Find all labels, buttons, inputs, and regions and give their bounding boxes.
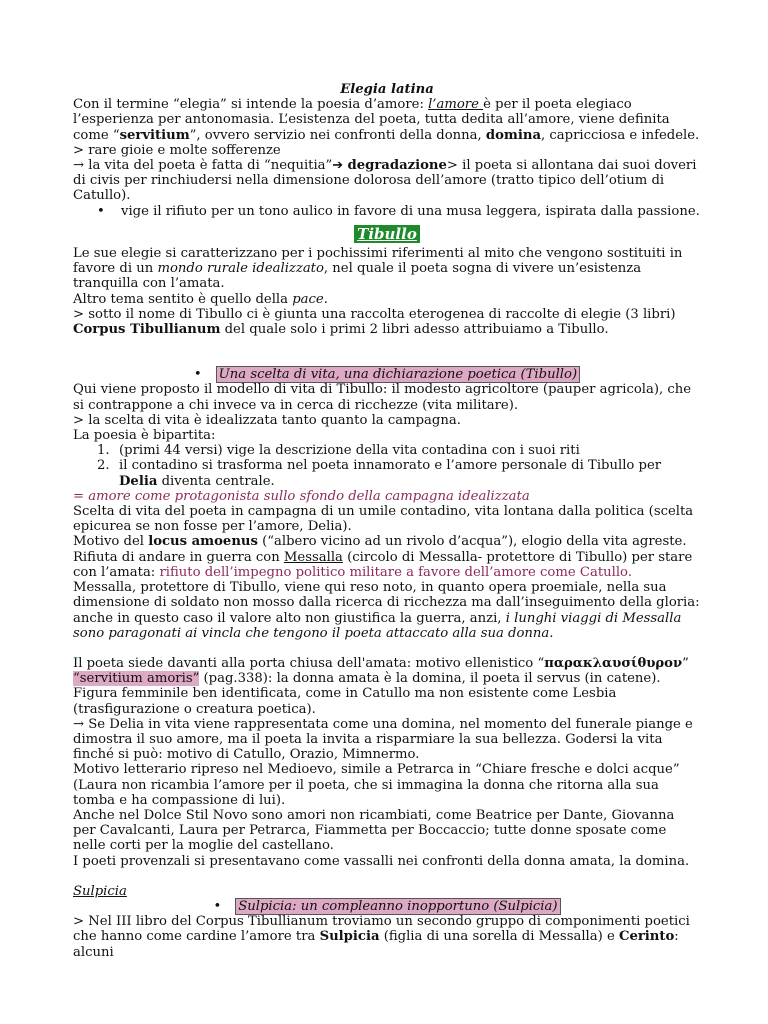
item-number: 1. (97, 443, 110, 459)
bold-term: degradazione (347, 158, 447, 174)
title-elegia-latina (73, 82, 701, 97)
scelta-line: Qui viene proposto il modello di vita di Tibullo: il modesto agricoltore (pauper agricola), che si contrappone a chi invece va in cerca di ricchezze (vita militare). (73, 382, 692, 413)
text: Rifiuta di andare in guerra con (73, 549, 284, 565)
italic-text: pace (292, 291, 324, 307)
scelta-line: → Se Delia in vita viene rappresentata come una domina, nel momento del funerale piange e dimostra il suo amore, ma il poeta la invita a risparmiare la sua bellezza. Godersi la vita finché si può: motivo di Catullo, Orazio, Mimnermo. (73, 716, 693, 763)
text: Con il termine “elegia” si intende la poesia d’amore: (73, 97, 429, 113)
scelta-line (73, 656, 701, 671)
bullet-item (73, 204, 701, 219)
scelta-line: I poeti provenzali si presentavano come vassalli nei confronti della donna amata, la domina. (73, 853, 690, 869)
text: , capricciosa e infedele. (541, 127, 700, 143)
text: ”, ovvero servizio nei confronti della donna, (189, 127, 486, 143)
text: Altro tema sentito è quello della (73, 291, 293, 307)
text: Motivo del (73, 534, 149, 550)
bold-term: servitium (119, 127, 190, 143)
bold-term: domina (485, 127, 542, 143)
numbered-item (73, 458, 701, 488)
text: (circolo di Messalla- protettore di Tibullo) per stare con l’amata: (73, 549, 693, 580)
bullet-icon: • (193, 367, 202, 383)
text: > il poeta si allontana dai suoi doveri di civis per rinchiudersi nella dimensione dolorosa dell’amore (tratto tipico dell’otium di Catullo). (73, 158, 697, 204)
scelta-line: > la scelta di vita è idealizzata tanto quanto la campagna. (73, 412, 461, 428)
text: (“albero vicino ad un rivolo d’acqua”), elogio della vita agreste. (257, 534, 687, 550)
text: il contadino si trasforma nel poeta innamorato e l’amore personale di Tibullo per (119, 458, 662, 474)
elegia-line: > rare gioie e molte sofferenze (73, 142, 281, 158)
bold-term: Corpus Tibullianum (73, 322, 221, 338)
text: , nel quale il poeta sogna di vivere un’esistenza tranquilla con l’amata. (73, 261, 642, 292)
text: diventa centrale. (157, 473, 275, 489)
scelta-line (73, 534, 701, 549)
heading-scelta-di-vita (73, 367, 701, 382)
heading-text: Una scelta di vita, una dichiarazione poetica (Tibullo) (216, 366, 580, 383)
bold-term: Delia (119, 473, 158, 489)
title-text: Elegia latina (340, 82, 434, 97)
text: Il poeta siede davanti alla porta chiusa dell'amata: motivo ellenistico “ (73, 655, 545, 671)
sulpicia-label (73, 884, 701, 899)
tibullo-paragraph (73, 307, 701, 337)
heading-text: Tibullo (354, 225, 420, 243)
scelta-line (73, 550, 701, 580)
italic-text: mondo rurale idealizzato (157, 261, 324, 277)
scelta-line (73, 671, 701, 686)
scelta-line (73, 580, 701, 641)
text: ” (682, 655, 689, 671)
greek-term: παρακλαυσίθυρον (544, 655, 683, 671)
purple-text: rifiuto dell’impegno politico militare a favore dell’amore come Catullo. (159, 564, 632, 580)
tibullo-paragraph (73, 246, 701, 292)
text: l’amore (428, 97, 484, 113)
text: (pag.338): la donna amata è la domina, il poeta il servus (in catene). (199, 671, 661, 687)
text: Le sue elegie si caratterizzano per i pochissimi riferimenti al mito che vengono sostituiti in favore di un (73, 246, 683, 277)
scelta-line: Scelta di vita del poeta in campagna di un umile contadino, vita lontana dalla politica (scelta epicurea se non fosse per l’amore, Delia). (73, 504, 694, 535)
text: è per il poeta elegiaco l’esperienza per antonomasia. L’esistenza del poeta, tutta dedita all’amore, viene definita come “ (73, 97, 670, 143)
elegia-paragraph (73, 158, 701, 204)
scelta-line: Anche nel Dolce Stil Novo sono amori non ricambiati, come Beatrice per Dante, Giovanna per Cavalcanti, Laura per Petrarca, Fiammetta per Boccaccio; tutte donne sposate come nelle corti per la moglie del castellano. (73, 807, 675, 854)
italic-text: i lunghi viaggi di Messalla sono paragonati ai vincla che tengono il poeta attaccato alla sua donna. (73, 610, 682, 641)
bullet-icon: • (97, 203, 105, 219)
label-text: Sulpicia (73, 883, 127, 899)
text: : alcuni (73, 929, 679, 960)
scelta-line: Motivo letterario ripreso nel Medioevo, simile a Petrarca in “Chiare fresche e dolci acque” (Laura non ricambia l’amore per il poeta, che si immagina la donna che ritorna alla sua tomba e ha compassione di lui). (73, 762, 680, 808)
heading-tibullo (73, 225, 701, 243)
bold-term: Cerinto (618, 929, 675, 945)
text: del quale solo i primi 2 libri adesso attribuiamo a Tibullo. (220, 322, 609, 338)
tibullo-paragraph (73, 292, 701, 307)
numbered-item (73, 443, 701, 458)
bold-term: locus amoenus (148, 534, 258, 550)
text: (primi 44 versi) vige la descrizione della vita contadina con i suoi riti (119, 443, 580, 459)
highlighted-text: “servitium amoris” (73, 671, 200, 687)
text: → la vita del poeta è fatta di “nequitia”➔ (73, 158, 348, 174)
text: . (323, 291, 328, 307)
bullet-icon: • (213, 898, 222, 914)
scelta-equation-line: = amore come protagonista sullo sfondo della campagna idealizzata (73, 488, 530, 504)
sulpicia-line (73, 914, 701, 960)
text: > sotto il nome di Tibullo ci è giunta una raccolta eterogenea di raccolte di elegie (3 libri) (73, 306, 676, 322)
heading-text: Sulpicia: un compleanno inopportuno (Sulpicia) (235, 898, 560, 915)
scelta-line: Figura femminile ben identificata, come in Catullo ma non esistente come Lesbia (trasfigurazione o creatura poetica). (73, 686, 617, 717)
underlined-text: Messalla (283, 549, 343, 565)
document-body (73, 82, 701, 960)
text: Messalla, protettore di Tibullo, viene qui reso noto, in quanto opera proemiale, nella sua dimensione di soldato non mosso dalla ricerca di ricchezza ma dall’inseguimento della gloria: anche in questo caso il valore alto non giustifica la guerra, anzi, (73, 580, 700, 626)
heading-sulpicia (73, 899, 701, 914)
text: (figlia di una sorella di Messalla) e (379, 929, 619, 945)
text: > Nel III libro del Corpus Tibullianum troviamo un secondo gruppo di componimenti poetici che hanno come cardine l’amore tra (73, 914, 690, 945)
text: vige il rifiuto per un tono aulico in favore di una musa leggera, ispirata dalla passione. (121, 203, 700, 219)
item-number: 2. (97, 458, 110, 474)
elegia-paragraph (73, 97, 701, 143)
bold-term: Sulpicia (319, 929, 380, 945)
scelta-line: La poesia è bipartita: (73, 428, 216, 444)
